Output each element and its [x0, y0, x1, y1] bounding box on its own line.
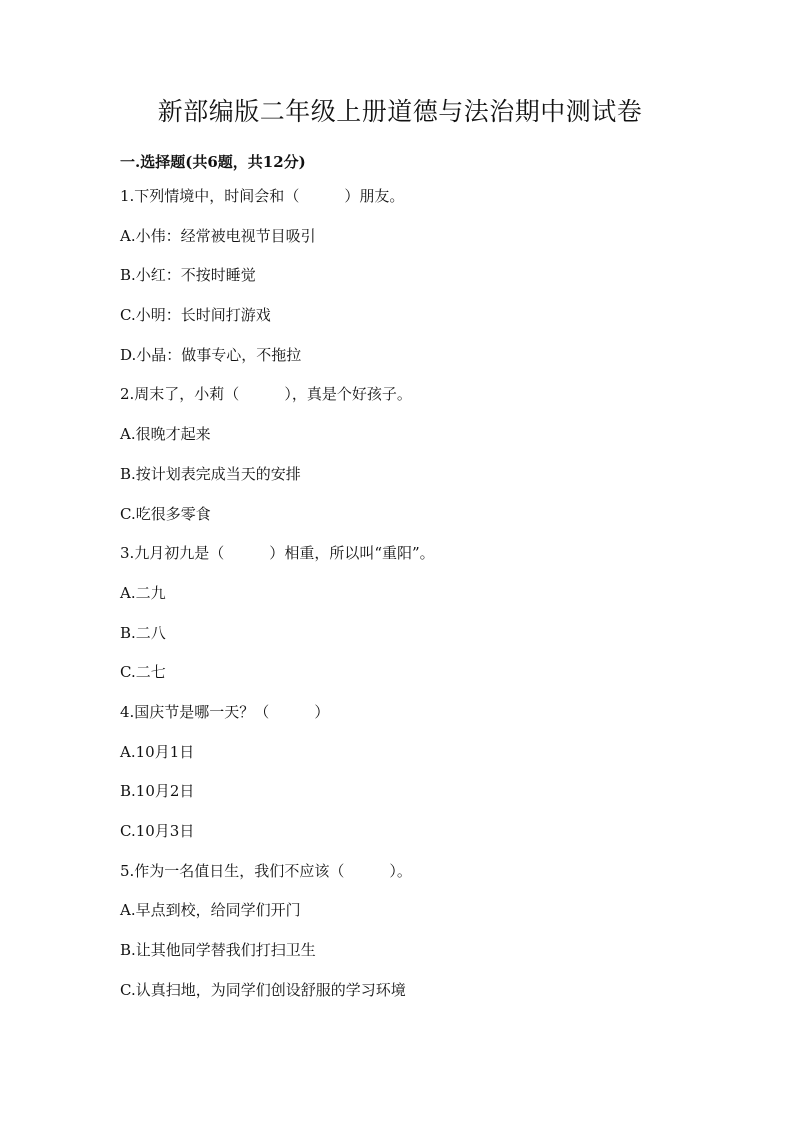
question-stem: 4.国庆节是哪一天？（ ）: [120, 702, 330, 721]
question-stem: 2.周末了，小莉（ ），真是个好孩子。: [120, 385, 412, 404]
answer-option: B.二八: [120, 623, 166, 642]
answer-option: B.按计划表完成当天的安排: [120, 464, 301, 483]
answer-option: B.小红：不按时睡觉: [120, 266, 256, 285]
answer-option: A.10月1日: [120, 742, 195, 761]
answer-option: C.认真扫地，为同学们创设舒服的学习环境: [120, 980, 406, 999]
page-title: 新部编版二年级上册道德与法治期中测试卷: [157, 97, 643, 126]
answer-option: B.让其他同学替我们打扫卫生: [120, 941, 316, 960]
answer-option: A.小伟：经常被电视节目吸引: [120, 226, 316, 245]
section-heading: 一.选择题(共6题，共12分): [120, 153, 306, 171]
answer-option: D.小晶：做事专心，不拖拉: [120, 345, 302, 364]
answer-option: C.10月3日: [120, 822, 195, 840]
answer-option: A.很晚才起来: [120, 425, 211, 444]
answer-option: C.小明：长时间打游戏: [120, 306, 271, 325]
answer-option: C.吃很多零食: [120, 504, 211, 523]
question-list: [120, 184, 740, 1017]
answer-option: A.二九: [120, 583, 166, 602]
answer-option: A.早点到校，给同学们开门: [120, 901, 301, 920]
answer-option: C.二七: [120, 663, 166, 682]
question-stem: 3.九月初九是（ ）相重，所以叫“重阳”。: [120, 544, 435, 563]
question-stem: 5.作为一名值日生，我们不应该（ ）。: [120, 861, 412, 880]
answer-option: B.10月2日: [120, 782, 195, 801]
question-stem: 1.下列情境中，时间会和（ ）朋友。: [120, 187, 405, 205]
